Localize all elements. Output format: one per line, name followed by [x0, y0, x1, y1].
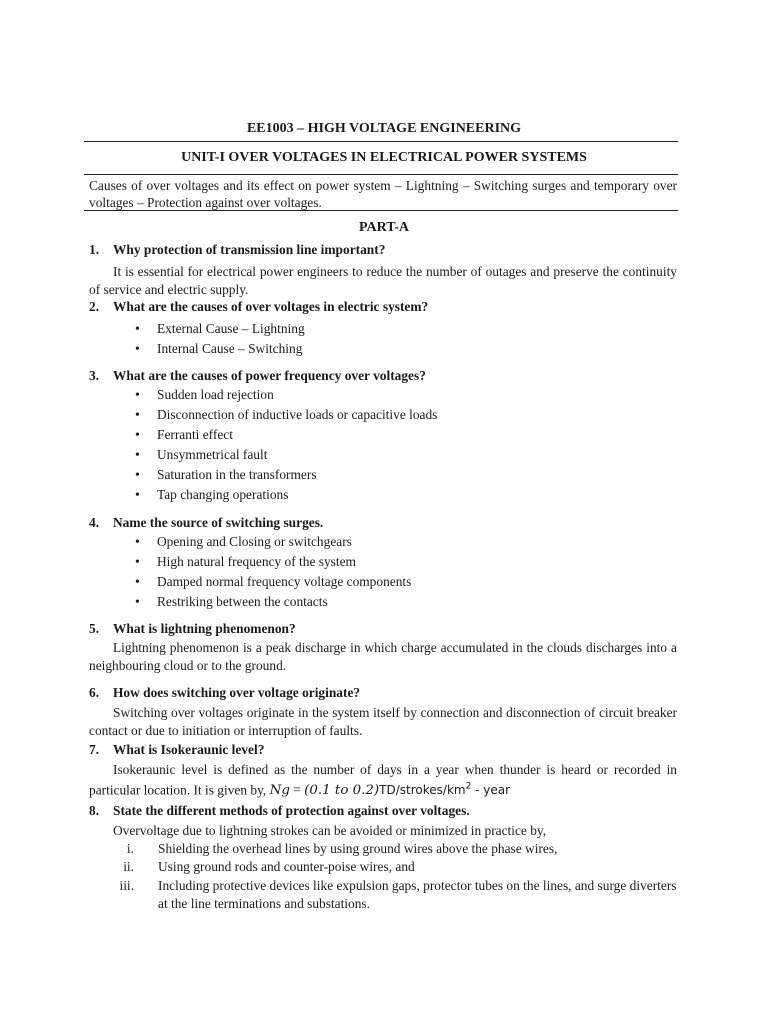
list-item-text: External Cause – Lightning	[157, 321, 305, 336]
list-item-number: i.	[126, 841, 134, 856]
answer-body: Switching over voltages originate in the system itself by connection and disconnection of circuit breaker contact or due to initiation or interruption of faults.	[89, 705, 677, 738]
question-heading	[89, 620, 677, 638]
question-heading	[89, 367, 677, 385]
answer-text	[89, 704, 677, 739]
list-item	[135, 466, 675, 485]
formula-units: TD/strokes/km	[379, 782, 466, 797]
list-item	[108, 840, 678, 858]
course-title: EE1003 – HIGH VOLTAGE ENGINEERING	[246, 121, 522, 136]
question-text: State the different methods of protection against over voltages.	[113, 803, 470, 818]
list-item-text: Internal Cause – Switching	[157, 341, 303, 356]
bullet-icon: •	[135, 428, 140, 443]
question-text: What is lightning phenomenon?	[113, 621, 296, 636]
question-heading	[89, 802, 677, 820]
bullet-icon: •	[135, 595, 140, 610]
answer-text	[89, 761, 677, 799]
part-title: PART-A	[358, 220, 410, 235]
formula-range: (0.1 to 0.2)	[304, 782, 380, 798]
unit-title: UNIT-I OVER VOLTAGES IN ELECTRICAL POWER SYSTEMS	[181, 150, 587, 165]
list-item-text: Damped normal frequency voltage components	[157, 574, 412, 589]
formula-tail: - year	[471, 782, 511, 797]
list-item	[135, 386, 675, 405]
question-number: 5.	[89, 621, 100, 636]
list-item-text: Restriking between the contacts	[157, 594, 328, 609]
question-heading	[89, 514, 677, 532]
formula-lhs: Ng	[269, 782, 290, 798]
question-number: 3.	[89, 368, 100, 383]
bullet-icon: •	[135, 555, 140, 570]
list-item-text: Including protective devices like expulsion gaps, protector tubes on the lines, and surge diverters at the line terminations and substations.	[158, 878, 677, 911]
list-item	[135, 340, 675, 359]
question-number: 8.	[89, 803, 100, 818]
bullet-icon: •	[135, 468, 140, 483]
list-item	[135, 426, 675, 445]
question-number: 7.	[89, 742, 100, 757]
list-item	[135, 406, 675, 425]
list-item-text: Shielding the overhead lines by using ground wires above the phase wires,	[158, 841, 558, 856]
syllabus-text: Causes of over voltages and its effect on power system – Lightning – Switching surges and temporary over voltages – Protection against over voltages.	[89, 178, 677, 210]
question-heading	[89, 684, 677, 702]
bullet-icon: •	[135, 448, 140, 463]
answer-body: It is essential for electrical power engineers to reduce the number of outages and preserve the continuity of service and electric supply.	[89, 264, 677, 297]
list-item-text: Opening and Closing or switchgears	[157, 534, 352, 549]
bullet-icon: •	[135, 488, 140, 503]
list-item	[135, 320, 675, 339]
list-item-text: Ferranti effect	[157, 427, 233, 442]
list-item	[135, 486, 675, 505]
question-text: What is Isokeraunic level?	[113, 742, 265, 757]
list-item-text: Disconnection of inductive loads or capacitive loads	[157, 407, 438, 422]
question-number: 4.	[89, 515, 100, 530]
list-item	[135, 446, 675, 465]
list-item-number: ii.	[123, 859, 134, 874]
bullet-icon: •	[135, 575, 140, 590]
list-item-text: Tap changing operations	[157, 487, 289, 502]
divider	[84, 174, 678, 175]
list-item	[135, 533, 675, 552]
bullet-icon: •	[135, 535, 140, 550]
answer-text	[89, 639, 677, 674]
list-item-number: iii.	[119, 878, 134, 893]
answer-body: Overvoltage due to lightning strokes can be avoided or minimized in practice by,	[113, 823, 547, 838]
divider	[84, 210, 678, 211]
question-number: 2.	[89, 299, 100, 314]
list-item-text: Saturation in the transformers	[157, 467, 317, 482]
list-item	[135, 593, 675, 612]
question-text: Name the source of switching surges.	[113, 515, 324, 530]
question-heading	[89, 741, 677, 759]
list-item	[108, 877, 678, 913]
answer-text	[89, 263, 677, 298]
list-item	[135, 553, 675, 572]
list-item	[108, 858, 678, 876]
question-number: 1.	[89, 242, 100, 257]
bullet-icon: •	[135, 388, 140, 403]
answer-body: Lightning phenomenon is a peak discharge in which charge accumulated in the clouds discharges into a neighbouring cloud or to the ground.	[89, 640, 677, 673]
question-heading	[89, 241, 677, 259]
list-item	[135, 573, 675, 592]
list-item-text: Unsymmetrical fault	[157, 447, 268, 462]
question-heading	[89, 298, 677, 316]
bullet-icon: •	[135, 342, 140, 357]
question-text: What are the causes of over voltages in electric system?	[113, 299, 429, 314]
bullet-icon: •	[135, 322, 140, 337]
divider	[84, 141, 678, 142]
question-text: What are the causes of power frequency over voltages?	[113, 368, 426, 383]
list-item-text: Sudden load rejection	[157, 387, 274, 402]
answer-body: Isokeraunic level is defined as the number of days in a year when thunder is heard or recorded in particular location. It is given by,	[89, 762, 677, 797]
bullet-icon: •	[135, 408, 140, 423]
question-number: 6.	[89, 685, 100, 700]
isokeraunic-formula	[270, 782, 510, 797]
question-text: Why protection of transmission line important?	[113, 242, 386, 257]
question-text: How does switching over voltage originate?	[113, 685, 361, 700]
list-item-text: Using ground rods and counter-poise wires, and	[158, 859, 415, 874]
formula-equals: =	[289, 781, 305, 797]
answer-text	[89, 822, 677, 840]
list-item-text: High natural frequency of the system	[157, 554, 356, 569]
formula-exponent: 2	[465, 781, 472, 792]
